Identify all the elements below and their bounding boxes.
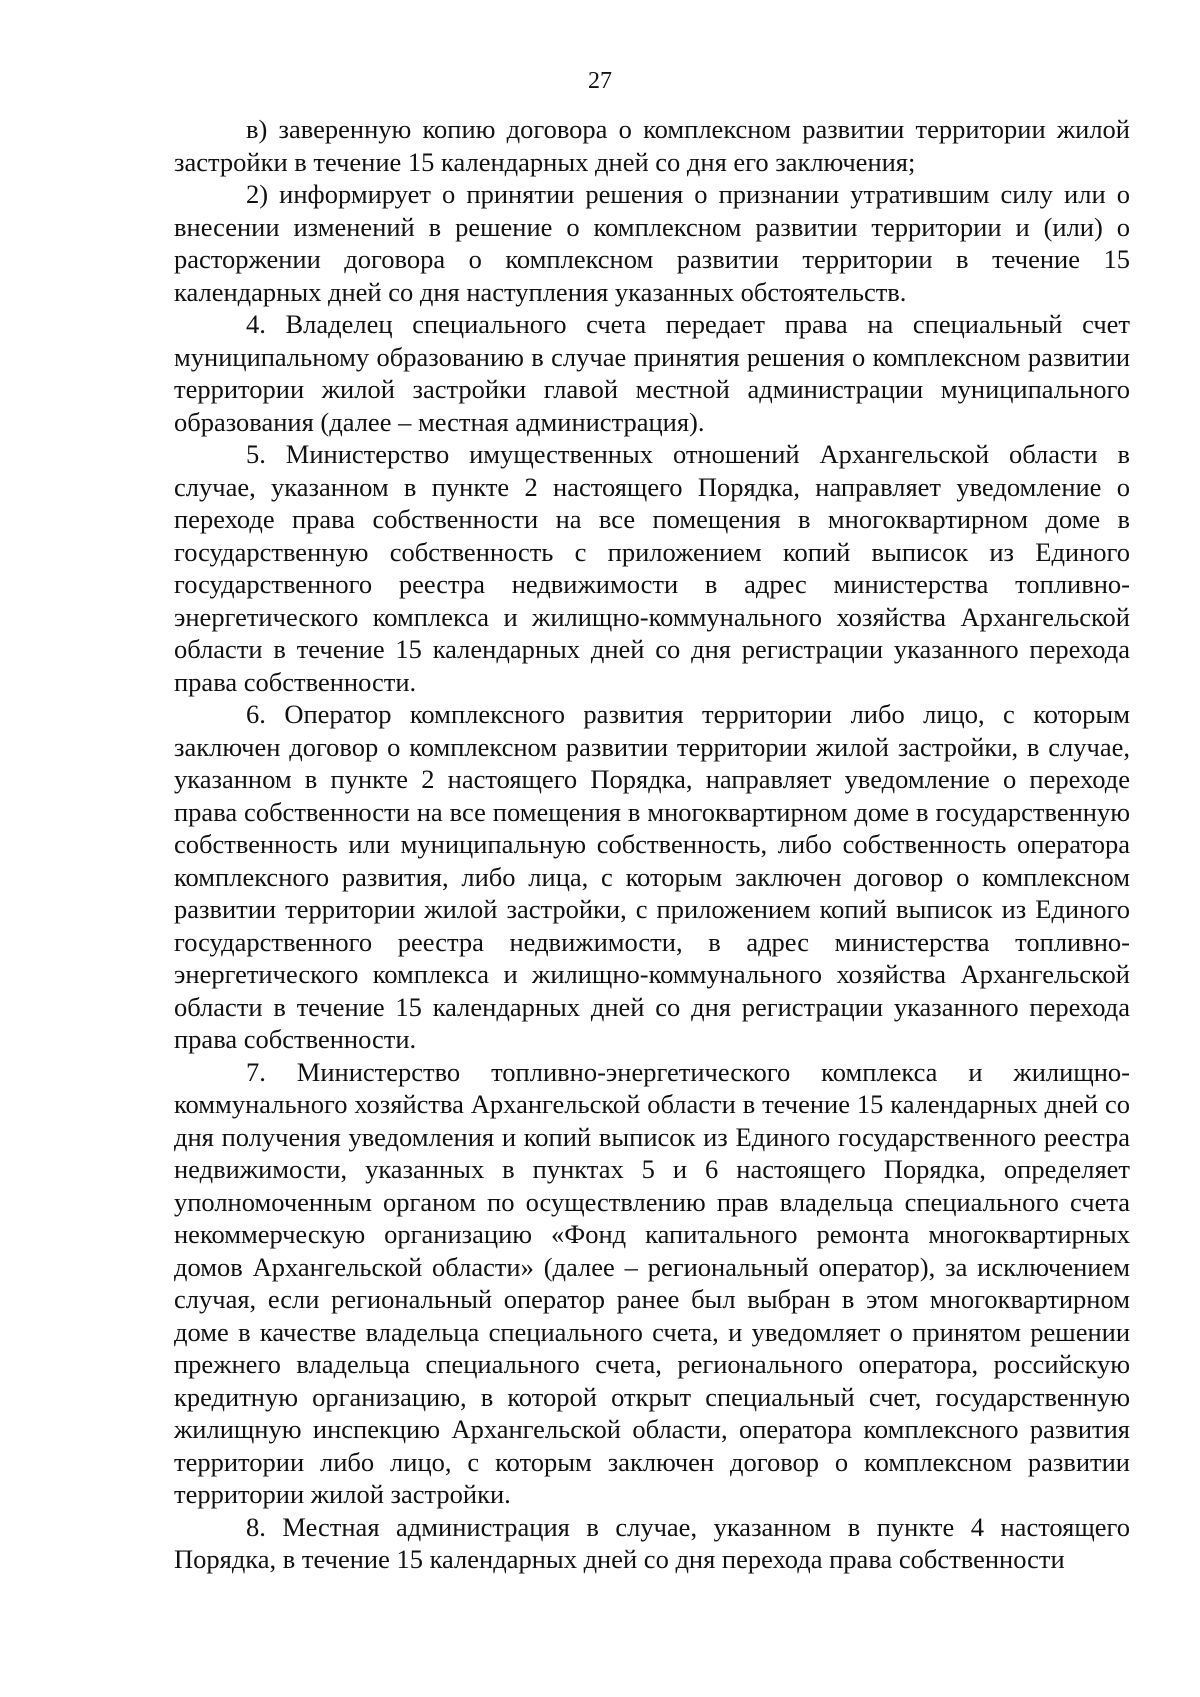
paragraph-6: 6. Оператор комплексного развития территории либо лицо, с которым заключен договор о комплексном развитии территории жилой застройки, в случае, указанном в пункте 2 настоящего Порядка, направляет уведомление о переходе права собственности на все помещения в многоквартирном доме в государственную собственность или муниципальную собственность, либо собственность оператора комплексного развития, либо лица, с которым заключен договор о комплексном развитии территории жилой застройки, с приложением копий выписок из Единого государственного реестра недвижимости, в адрес министерства топливно-энергетического комплекса и жилищно-коммунального хозяйства Архангельской области в течение 15 календарных дней со дня регистрации указанного перехода права собственности. [174, 699, 1130, 1054]
paragraph-2: 2) информирует о принятии решения о признании утратившим силу или о внесении изменений в решение о комплексном развитии территории и (или) о расторжении договора о комплексном развитии территории в течение 15 календарных дней со дня наступления указанных обстоятельств. [174, 179, 1130, 307]
paragraph-7: 7. Министерство топливно-энергетического комплекса и жилищно-коммунального хозяйства Архангельской области в течение 15 календарных дней со дня получения уведомления и копий выписок из Единого государственного реестра недвижимости, указанных в пунктах 5 и 6 настоящего Порядка, определяет уполномоченным органом по осуществлению прав владельца специального счета некоммерческую организацию «Фонд капитального ремонта многоквартирных домов Архангельской области» (далее – региональный оператор), за исключением случая, если региональный оператор ранее был выбран в этом многоквартирном доме в качестве владельца специального счета, и уведомляет о принятом решении прежнего владельца специального счета, регионального оператора, российскую кредитную организацию, в которой открыт специальный счет, государственную жилищную инспекцию Архангельской области, оператора комплексного развития территории либо лицо, с которым заключен договор о комплексном развитии территории жилой застройки. [174, 1056, 1130, 1509]
paragraph-4: 4. Владелец специального счета передает права на специальный счет муниципальному образованию в случае принятия решения о комплексном развитии территории жилой застройки главой местной администрации муниципального образования (далее – местная администрация). [174, 309, 1130, 437]
page-number: 27 [588, 68, 612, 94]
paragraph-5: 5. Министерство имущественных отношений Архангельской области в случае, указанном в пункте 2 настоящего Порядка, направляет уведомление о переходе права собственности на все помещения в многоквартирном доме в государственную собственность с приложением копий выписок из Единого государственного реестра недвижимости в адрес министерства топливно-энергетического комплекса и жилищно-коммунального хозяйства Архангельской области в течение 15 календарных дней со дня регистрации указанного перехода права собственности. [174, 439, 1130, 697]
document-body [174, 113, 1130, 1576]
paragraph-8: 8. Местная администрация в случае, указанном в пункте 4 настоящего Порядка, в течение 15 календарных дней со дня перехода права собственности [174, 1511, 1130, 1574]
paragraph-3v: в) заверенную копию договора о комплексном развитии территории жилой застройки в течение 15 календарных дней со дня его заключения; [174, 114, 1130, 177]
